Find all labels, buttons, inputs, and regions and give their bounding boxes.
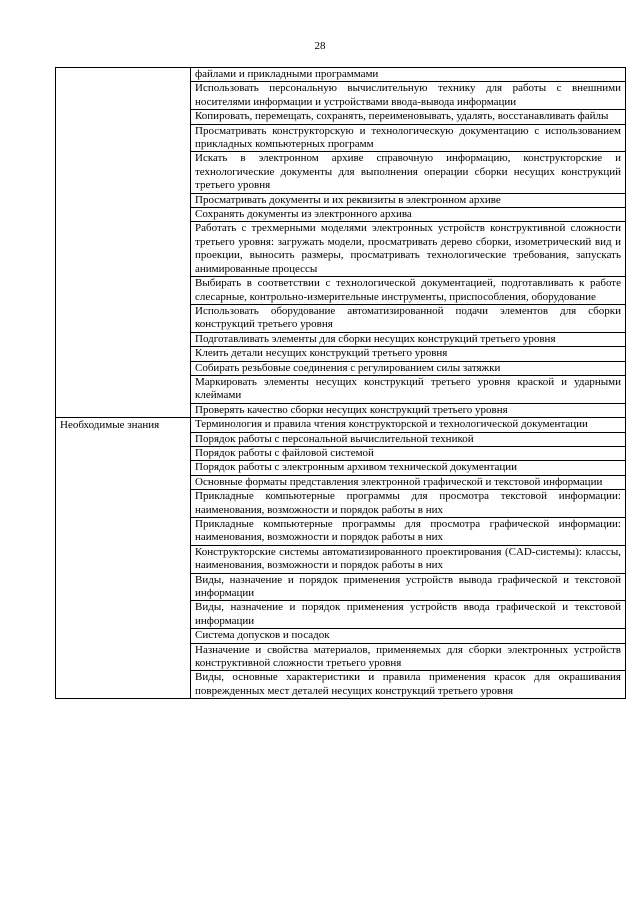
list-item: Подготавливать элементы для сборки несущих конструкций третьего уровня (191, 333, 625, 347)
list-item: Порядок работы с персональной вычислительной техникой (191, 433, 625, 447)
list-item: файлами и прикладными программами (191, 68, 625, 82)
list-item: Копировать, перемещать, сохранять, переименовывать, удалять, восстанавливать файлы (191, 110, 625, 124)
table-row-knowledge (56, 418, 626, 699)
row-label (56, 68, 191, 418)
list-item: Основные форматы представления электронной графической и текстовой информации (191, 476, 625, 490)
list-item: Просматривать документы и их реквизиты в электронном архиве (191, 194, 625, 208)
list-item: Терминология и правила чтения конструкторской и технологической документации (191, 418, 625, 432)
items-cell (191, 418, 626, 699)
list-item: Просматривать конструкторскую и технологическую документацию с использованием прикладных компьютерных программ (191, 125, 625, 153)
list-item: Выбирать в соответствии с технологической документацией, подготавливать к работе слесарные, контрольно-измерительные инструменты, приспособления, оборудование (191, 277, 625, 305)
table-row-skills (56, 68, 626, 418)
list-item: Порядок работы с файловой системой (191, 447, 625, 461)
row-label-knowledge: Необходимые знания (56, 418, 191, 699)
list-item: Конструкторские системы автоматизированного проектирования (CAD-системы): классы, наименования, возможности и порядок работы в них (191, 546, 625, 574)
list-item: Искать в электронном архиве справочную информацию, конструкторские и технологические документы для выполнения операции сборки несущих конструкций третьего уровня (191, 152, 625, 193)
list-item: Система допусков и посадок (191, 629, 625, 643)
list-item: Порядок работы с электронным архивом технической документации (191, 461, 625, 475)
list-item: Использовать оборудование автоматизированной подачи элементов для сборки конструкций третьего уровня (191, 305, 625, 333)
items-cell (191, 68, 626, 418)
list-item: Виды, назначение и порядок применения устройств ввода графической и текстовой информации (191, 601, 625, 629)
list-item: Виды, назначение и порядок применения устройств вывода графической и текстовой информации (191, 574, 625, 602)
list-item: Собирать резьбовые соединения с регулированием силы затяжки (191, 362, 625, 376)
list-item: Прикладные компьютерные программы для просмотра графической информации: наименования, возможности и порядок работы в них (191, 518, 625, 546)
list-item: Проверять качество сборки несущих конструкций третьего уровня (195, 403, 508, 416)
list-item: Виды, основные характеристики и правила применения красок для окрашивания поврежденных мест деталей несущих конструкций третьего уровня (195, 671, 621, 697)
list-item: Сохранять документы из электронного архива (191, 208, 625, 222)
list-item: Маркировать элементы несущих конструкций третьего уровня краской и ударными клеймами (191, 376, 625, 404)
competency-table (55, 67, 626, 699)
list-item: Использовать персональную вычислительную технику для работы с внешними носителями информации и устройствами ввода-вывода информации (191, 82, 625, 110)
page-number: 28 (314, 40, 326, 52)
list-item: Назначение и свойства материалов, применяемых для сборки электронных устройств конструктивной сложности третьего уровня (191, 644, 625, 672)
list-item: Работать с трехмерными моделями электронных устройств конструктивной сложности третьего уровня: загружать модели, просматривать дерево сборки, изометрический вид и проекции, выносить размеры, просматривать технологические требования, запускать анимированные процессы (191, 222, 625, 277)
list-item: Клеить детали несущих конструкций третьего уровня (191, 347, 625, 361)
list-item: Прикладные компьютерные программы для просмотра текстовой информации: наименования, возможности и порядок работы в них (191, 490, 625, 518)
